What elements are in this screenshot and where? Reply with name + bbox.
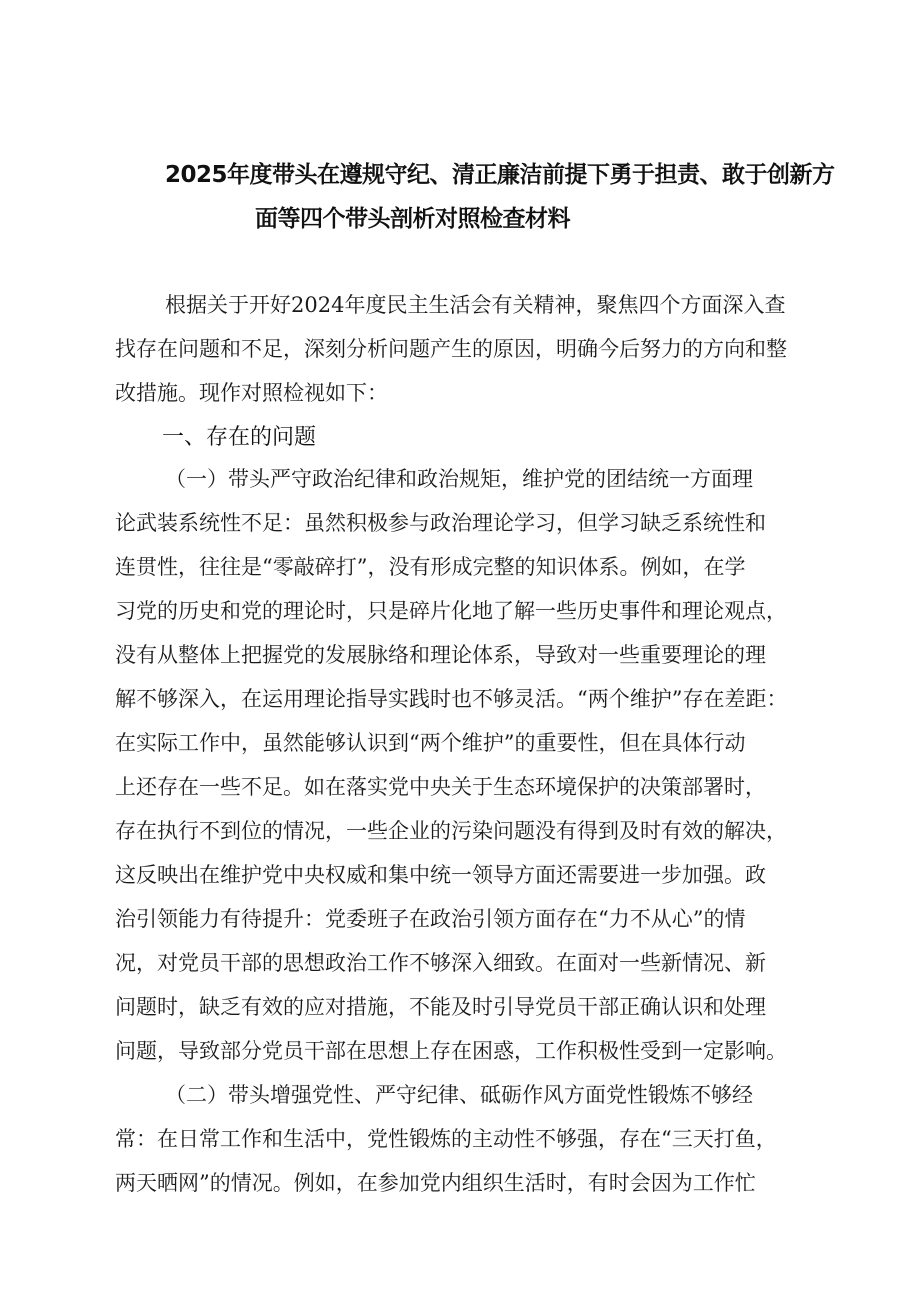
paragraph-line: 存在执行不到位的情况，一些企业的污染问题没有得到及时有效的解决， [115,819,787,843]
paragraph-line: 问题，导致部分党员干部在思想上存在困惑，工作积极性受到一定影响。 [115,1039,787,1063]
document-title-line-1: 2025年度带头在遵规守纪、清正廉洁前提下勇于担责、敢于创新方 [165,162,835,188]
paragraph-line: 常：在日常工作和生活中，党性锻炼的主动性不够强，存在“三天打鱼， [115,1127,777,1151]
paragraph-line: 论武装系统性不足：虽然积极参与政治理论学习，但学习缺乏系统性和 [115,511,766,535]
paragraph-line: 这反映出在维护党中央权威和集中统一领导方面还需要进一步加强。政 [115,863,766,887]
intro-line: 根据关于开好2024年度民主生活会有关精神，聚焦四个方面深入查 [165,293,786,317]
paragraph-line: 在实际工作中，虽然能够认识到“两个维护”的重要性，但在具体行动 [115,731,746,755]
intro-line: 找存在问题和不足，深刻分析问题产生的原因，明确今后努力的方向和整 [115,337,787,361]
paragraph-line: 两天晒网”的情况。例如，在参加党内组织生活时，有时会因为工作忙 [115,1171,756,1195]
paragraph-line: 况，对党员干部的思想政治工作不够深入细致。在面对一些新情况、新 [115,951,766,975]
paragraph-line: 治引领能力有待提升：党委班子在政治引领方面存在“力不从心”的情 [115,907,746,931]
paragraph-line: 没有从整体上把握党的发展脉络和理论体系，导致对一些重要理论的理 [115,643,766,667]
section-heading: 一、存在的问题 [162,425,317,450]
paragraph-line: （二）带头增强党性、严守纪律、砥砺作风方面党性锻炼不够经 [165,1083,753,1107]
intro-line: 改措施。现作对照检视如下： [115,381,388,405]
paragraph-line: 问题时，缺乏有效的应对措施，不能及时引导党员干部正确认识和处理 [115,995,766,1019]
paragraph-line: 上还存在一些不足。如在落实党中央关于生态环境保护的决策部署时， [115,775,766,799]
paragraph-line: （一）带头严守政治纪律和政治规矩，维护党的团结统一方面理 [165,467,753,491]
paragraph-line: 连贯性，往往是“零敲碎打”，没有形成完整的知识体系。例如，在学 [115,555,746,579]
document-title-line-2: 面等四个带头剖析对照检查材料 [255,206,570,232]
paragraph-line: 解不够深入，在运用理论指导实践时也不够灵活。“两个维护”存在差距： [115,687,788,711]
paragraph-line: 习党的历史和党的理论时，只是碎片化地了解一些历史事件和理论观点， [115,599,787,623]
